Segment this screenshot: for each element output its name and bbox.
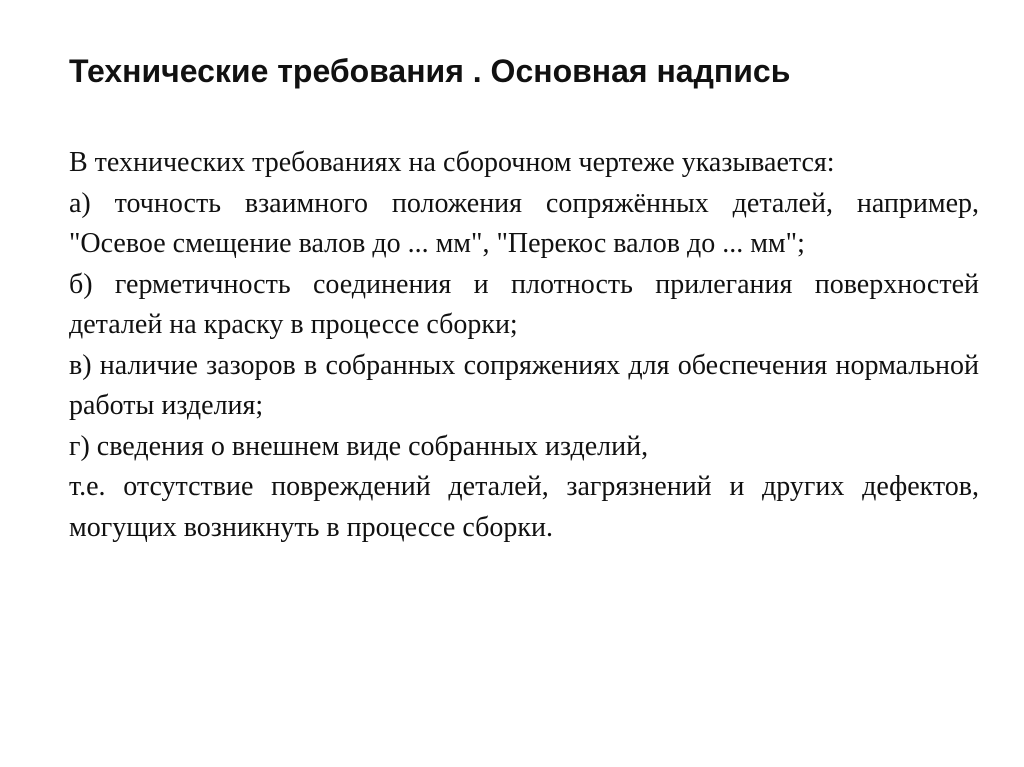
slide-body — [69, 143, 979, 548]
paragraph-intro: В технических требованиях на сборочном чертеже указывается: — [69, 147, 835, 178]
paragraph-item-b: б) герметичность соединения и плотность прилегания поверхностей деталей на краску в процессе сборки; — [69, 268, 979, 340]
slide-title: Технические требования . Основная надпись — [69, 53, 791, 89]
paragraph-item-g: г) сведения о внешнем виде собранных изделий, — [69, 430, 649, 462]
paragraph-item-v: в) наличие зазоров в собранных сопряжениях для обеспечения нормальной работы изделия; — [69, 349, 979, 421]
paragraph-item-a: а) точность взаимного положения сопряжённых деталей, например, "Осевое смещение валов до ... мм", "Перекос валов до ... мм"; — [69, 187, 979, 259]
paragraph-item-g-continued: т.е. отсутствие повреждений деталей, загрязнений и других дефектов, могущих возникнуть в процессе сборки. — [69, 471, 979, 543]
